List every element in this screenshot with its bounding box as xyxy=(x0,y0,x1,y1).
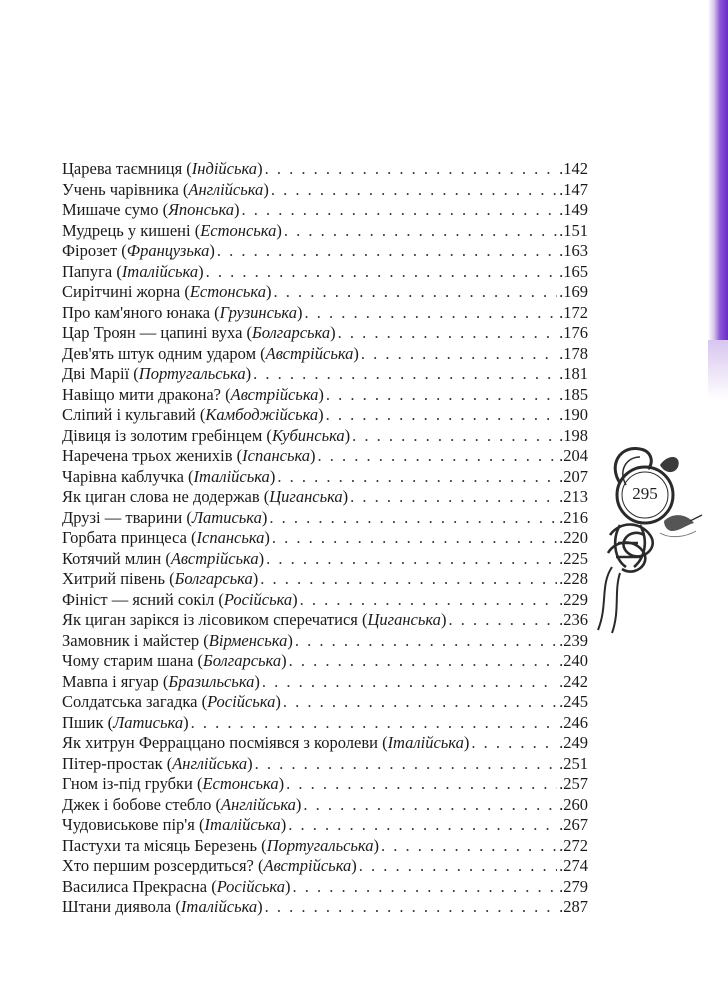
toc-entry-title xyxy=(62,795,301,816)
toc-entry-title-text: Горбата принцеса ( xyxy=(62,528,197,547)
toc-entry-title-text: Як циган зарікся із лісовиком сперечатися ( xyxy=(62,610,368,629)
toc-entry-origin: Італійська xyxy=(180,897,258,916)
toc-entry xyxy=(62,815,588,836)
toc-entry xyxy=(62,200,588,221)
toc-leader-dots xyxy=(269,508,557,529)
toc-entry-title xyxy=(62,200,240,221)
toc-entry-origin: Англійська xyxy=(188,179,264,199)
toc-entry-origin: Італійська xyxy=(193,466,270,486)
toc-entry-page-number: .225 xyxy=(559,548,588,568)
toc-entry-title xyxy=(62,159,263,180)
toc-entry-title xyxy=(62,569,258,590)
toc-entry xyxy=(62,282,588,303)
toc-leader-dots xyxy=(284,221,557,242)
toc-entry xyxy=(62,713,588,734)
toc-entry-page-number: .267 xyxy=(559,815,588,834)
toc-entry xyxy=(62,528,588,549)
toc-entry-origin: Індійська xyxy=(191,159,258,178)
toc-entry-page-number: .251 xyxy=(559,753,588,773)
page-number: 295 xyxy=(632,484,658,503)
toc-entry xyxy=(62,385,588,406)
page-edge-color-strip xyxy=(708,0,728,340)
toc-entry-close-paren: ) xyxy=(463,733,470,752)
toc-entry-page-number: .257 xyxy=(559,774,588,793)
toc-entry-page-number: .279 xyxy=(559,876,588,896)
toc-entry-origin: Португальська xyxy=(266,835,374,855)
toc-entry-title-text: Чудовиськове пір'я ( xyxy=(62,815,205,834)
toc-entry xyxy=(62,221,588,242)
toc-entry-title-text: Мавпа і ягуар ( xyxy=(62,671,169,691)
toc-entry-origin: Кубинська xyxy=(271,425,345,445)
toc-entry-title xyxy=(62,856,357,877)
toc-entry-origin: Іспанська xyxy=(196,528,265,547)
toc-entry-title-text: Котячий млин ( xyxy=(62,548,171,568)
toc-entry-origin: Італійська xyxy=(121,261,199,281)
toc-entry-page-number: .220 xyxy=(559,528,588,547)
toc-entry xyxy=(62,631,588,652)
toc-entry-close-paren: ) xyxy=(257,159,263,178)
toc-entry-title-text: Як циган слова не додержав ( xyxy=(62,487,270,506)
toc-entry-title xyxy=(62,385,324,406)
toc-entry xyxy=(62,487,588,508)
toc-entry xyxy=(62,733,588,754)
toc-entry-title-text: Фірозет ( xyxy=(62,241,127,260)
toc-entry-close-paren: ) xyxy=(265,282,272,301)
toc-entry xyxy=(62,856,588,877)
toc-entry-title xyxy=(62,754,253,775)
toc-entry-title xyxy=(62,631,293,652)
toc-entry-origin: Японська xyxy=(168,200,234,219)
toc-entry-origin: Італійська xyxy=(204,815,281,834)
toc-leader-dots xyxy=(361,344,557,365)
toc-entry-title xyxy=(62,651,287,672)
toc-leader-dots xyxy=(283,692,557,713)
toc-entry-title xyxy=(62,836,379,857)
toc-leader-dots xyxy=(260,569,557,590)
toc-entry-title xyxy=(62,303,302,324)
toc-entry-close-paren: ) xyxy=(278,774,285,793)
toc-entry-page-number: .240 xyxy=(559,651,588,670)
toc-entry-origin: Португальська xyxy=(138,364,246,383)
toc-entry-close-paren: ) xyxy=(281,651,287,670)
toc-entry-title-text: Мишаче сумо ( xyxy=(62,200,169,219)
toc-entry-title-text: Царева таємниця ( xyxy=(62,159,192,178)
toc-entry-page-number: .147 xyxy=(559,179,588,199)
toc-entry-title xyxy=(62,262,204,283)
toc-leader-dots xyxy=(304,303,557,324)
toc-leader-dots xyxy=(448,610,557,631)
toc-entry-close-paren: ) xyxy=(318,405,324,424)
toc-leader-dots xyxy=(326,405,557,426)
toc-entry-title-text: Сирітчині жорна ( xyxy=(62,282,190,301)
toc-entry-page-number: .242 xyxy=(559,671,588,691)
toc-entry-title-text: Фініст — ясний сокіл ( xyxy=(62,589,224,609)
toc-entry-close-paren: ) xyxy=(287,630,293,650)
toc-entry-title xyxy=(62,610,446,631)
toc-entry-origin: Латиська xyxy=(191,507,262,527)
toc-entry xyxy=(62,897,588,918)
toc-entry-title xyxy=(62,508,267,529)
toc-entry xyxy=(62,508,588,529)
toc-entry xyxy=(62,262,588,283)
toc-leader-dots xyxy=(300,590,557,611)
toc-entry-title-text: Мудрець у кишені ( xyxy=(62,220,201,240)
toc-entry-title xyxy=(62,774,284,795)
toc-entry-origin: Російська xyxy=(216,876,285,896)
toc-leader-dots xyxy=(286,774,557,795)
toc-entry-page-number: .185 xyxy=(559,384,588,404)
toc-entry-origin: Циганська xyxy=(367,610,441,629)
toc-entry-page-number: .239 xyxy=(559,630,588,650)
toc-entry-title-text: Дев'ять штук одним ударом ( xyxy=(62,343,266,363)
toc-leader-dots xyxy=(262,672,557,693)
toc-entry-origin: Естонська xyxy=(189,282,266,301)
toc-entry-page-number: .176 xyxy=(559,323,588,342)
toc-entry-title-text: Штани диявола ( xyxy=(62,897,181,916)
toc-entry-title-text: Хитрий півень ( xyxy=(62,569,175,588)
toc-leader-dots xyxy=(272,528,557,549)
toc-entry-title-text: Цар Троян — цапині вуха ( xyxy=(62,323,253,342)
toc-leader-dots xyxy=(273,282,557,303)
toc-entry-page-number: .204 xyxy=(559,446,588,465)
toc-entry xyxy=(62,446,588,467)
toc-entry-origin: Болгарська xyxy=(252,323,331,342)
toc-entry-title xyxy=(62,241,215,262)
toc-entry-origin: Австрійська xyxy=(170,548,259,568)
toc-entry-page-number: .190 xyxy=(559,405,588,424)
toc-entry-title-text: Дві Марії ( xyxy=(62,364,139,383)
toc-leader-dots xyxy=(338,323,558,344)
toc-entry-title xyxy=(62,487,348,508)
toc-entry-title-text: Як хитрун Ферраццано посміявся з королеви ( xyxy=(62,733,388,752)
toc-entry-title-text: Солдатська загадка ( xyxy=(62,692,208,711)
toc-entry-origin: Італійська xyxy=(387,733,464,752)
toc-entry-close-paren: ) xyxy=(257,897,263,916)
toc-entry-page-number: .181 xyxy=(559,364,588,383)
toc-entry-close-paren: ) xyxy=(284,876,291,896)
toc-leader-dots xyxy=(277,467,557,488)
toc-entry-title xyxy=(62,672,260,693)
toc-entry xyxy=(62,159,588,180)
toc-entry-page-number: .245 xyxy=(559,692,588,711)
toc-entry-title xyxy=(62,405,324,426)
toc-entry-title-text: Чому старим шана ( xyxy=(62,651,203,670)
toc-entry-close-paren: ) xyxy=(276,220,282,240)
toc-entry-close-paren: ) xyxy=(264,528,270,547)
toc-entry-page-number: .216 xyxy=(559,507,588,527)
toc-entry-close-paren: ) xyxy=(263,179,269,199)
toc-entry-close-paren: ) xyxy=(295,794,302,814)
toc-entry-page-number: .207 xyxy=(559,466,588,486)
toc-leader-dots xyxy=(255,754,558,775)
toc-entry-title xyxy=(62,282,271,303)
toc-entry-close-paren: ) xyxy=(254,671,260,691)
toc-entry-page-number: .274 xyxy=(559,856,588,875)
toc-leader-dots xyxy=(289,651,558,672)
toc-leader-dots xyxy=(303,795,557,816)
toc-entry-page-number: .151 xyxy=(559,220,588,240)
toc-entry-title-text: Хто першим розсердиться? ( xyxy=(62,856,264,875)
toc-entry xyxy=(62,180,588,201)
toc-entry-origin: Болгарська xyxy=(174,569,253,588)
toc-entry-close-paren: ) xyxy=(269,466,276,486)
toc-entry-close-paren: ) xyxy=(330,323,336,342)
toc-entry-close-paren: ) xyxy=(351,856,357,875)
toc-entry-title-text: Дівиця із золотим гребінцем ( xyxy=(62,425,272,445)
toc-entry-title-text: Чарівна каблучка ( xyxy=(62,466,194,486)
toc-entry xyxy=(62,877,588,898)
toc-entry-title xyxy=(62,733,469,754)
toc-entry-close-paren: ) xyxy=(353,343,359,363)
toc-entry xyxy=(62,364,588,385)
toc-entry-origin: Австрійська xyxy=(265,343,354,363)
toc-entry-close-paren: ) xyxy=(275,692,281,711)
toc-entry-title xyxy=(62,549,264,570)
toc-entry-page-number: .213 xyxy=(559,487,588,506)
toc-entry-title-text: Пітер-простак ( xyxy=(62,753,173,773)
toc-entry-close-paren: ) xyxy=(296,302,303,322)
toc-entry-page-number: .246 xyxy=(559,712,588,732)
toc-entry-title xyxy=(62,467,275,488)
toc-entry-page-number: .236 xyxy=(559,610,588,629)
toc-entry-title-text: Василиса Прекрасна ( xyxy=(62,876,217,896)
toc-entry-title xyxy=(62,344,359,365)
toc-entry-close-paren: ) xyxy=(261,507,268,527)
toc-entry-title xyxy=(62,590,298,611)
toc-entry-page-number: .163 xyxy=(559,241,588,260)
toc-entry xyxy=(62,549,588,570)
toc-entry-title-text: Сліпий і кульгавий ( xyxy=(62,405,206,424)
toc-entry xyxy=(62,692,588,713)
toc-leader-dots xyxy=(352,426,557,447)
toc-entry xyxy=(62,795,588,816)
toc-entry-close-paren: ) xyxy=(183,712,189,732)
toc-leader-dots xyxy=(206,262,558,283)
toc-entry-page-number: .198 xyxy=(559,425,588,445)
toc-entry-title xyxy=(62,221,282,242)
toc-entry-title-text: Друзі — тварини ( xyxy=(62,507,192,527)
toc-entry-title-text: Учень чарівника ( xyxy=(62,179,189,199)
toc-entry-origin: Іспанська xyxy=(242,446,311,465)
toc-entry-title xyxy=(62,897,263,918)
toc-entry-page-number: .249 xyxy=(559,733,588,752)
toc-entry xyxy=(62,467,588,488)
toc-entry-page-number: .172 xyxy=(559,302,588,322)
toc-entry xyxy=(62,241,588,262)
toc-entry-close-paren: ) xyxy=(234,200,240,219)
toc-entry-title xyxy=(62,528,270,549)
toc-entry-origin: Естонська xyxy=(200,220,277,240)
toc-entry-close-paren: ) xyxy=(245,364,252,383)
toc-entry-page-number: .165 xyxy=(559,261,588,281)
toc-entry-close-paren: ) xyxy=(247,753,253,773)
toc-entry xyxy=(62,754,588,775)
table-of-contents xyxy=(62,159,588,918)
toc-entry-title xyxy=(62,364,251,385)
toc-entry-origin: Австрійська xyxy=(263,856,352,875)
toc-entry-close-paren: ) xyxy=(373,835,379,855)
toc-entry-page-number: .272 xyxy=(559,835,588,855)
toc-entry-origin: Камбоджійська xyxy=(205,405,319,424)
toc-entry-title-text: Навіщо мити дракона? ( xyxy=(62,384,231,404)
toc-entry-origin: Бразильська xyxy=(168,671,255,691)
toc-entry-title-text: Джек і бобове стебло ( xyxy=(62,794,221,814)
toc-entry-page-number: .142 xyxy=(559,159,588,178)
toc-entry-title xyxy=(62,713,189,734)
toc-entry xyxy=(62,774,588,795)
toc-entry-origin: Російська xyxy=(223,589,293,609)
toc-leader-dots xyxy=(242,200,558,221)
toc-entry-page-number: .228 xyxy=(559,569,588,588)
toc-entry xyxy=(62,569,588,590)
toc-entry-origin: Англійська xyxy=(172,753,248,773)
toc-entry-origin: Англійська xyxy=(221,794,296,814)
toc-entry-close-paren: ) xyxy=(440,610,447,629)
toc-leader-dots xyxy=(191,713,558,734)
toc-entry-page-number: .287 xyxy=(559,897,588,916)
toc-entry-title-text: Про кам'яного юнака ( xyxy=(62,302,220,322)
toc-entry-close-paren: ) xyxy=(209,241,215,260)
toc-entry-title-text: Наречена трьох женихів ( xyxy=(62,446,243,465)
toc-leader-dots xyxy=(295,631,557,652)
toc-leader-dots xyxy=(326,385,557,406)
toc-leader-dots xyxy=(292,877,557,898)
toc-entry-close-paren: ) xyxy=(280,815,287,834)
toc-entry xyxy=(62,610,588,631)
toc-entry-origin: Французька xyxy=(126,241,210,260)
toc-entry xyxy=(62,651,588,672)
toc-leader-dots xyxy=(318,446,558,467)
toc-entry-close-paren: ) xyxy=(292,589,298,609)
toc-entry-title xyxy=(62,692,281,713)
toc-entry xyxy=(62,590,588,611)
toc-entry-origin: Циганська xyxy=(269,487,343,506)
toc-entry-title-text: Папуга ( xyxy=(62,261,122,281)
toc-entry-title xyxy=(62,446,316,467)
toc-entry-page-number: .178 xyxy=(559,343,588,363)
toc-entry xyxy=(62,426,588,447)
toc-entry-origin: Латиська xyxy=(113,712,184,732)
toc-entry-origin: Грузинська xyxy=(219,302,297,322)
toc-entry-title-text: Пшик ( xyxy=(62,712,114,732)
toc-entry-page-number: .229 xyxy=(559,589,588,609)
toc-leader-dots xyxy=(271,180,557,201)
toc-leader-dots xyxy=(350,487,557,508)
toc-entry-title-text: Замовник і майстер ( xyxy=(62,630,209,650)
toc-entry-origin: Російська xyxy=(207,692,276,711)
toc-leader-dots xyxy=(265,897,557,918)
toc-entry-title xyxy=(62,426,350,447)
celtic-knot-ornament-icon xyxy=(590,435,718,635)
toc-entry-close-paren: ) xyxy=(310,446,316,465)
toc-entry-title xyxy=(62,815,286,836)
toc-entry-page-number: .169 xyxy=(559,282,588,301)
toc-leader-dots xyxy=(217,241,557,262)
toc-leader-dots xyxy=(288,815,557,836)
toc-leader-dots xyxy=(253,364,557,385)
toc-entry-close-paren: ) xyxy=(344,425,351,445)
toc-entry-close-paren: ) xyxy=(252,569,259,588)
toc-entry-close-paren: ) xyxy=(198,261,204,281)
toc-entry-close-paren: ) xyxy=(258,548,265,568)
toc-entry-title xyxy=(62,180,269,201)
toc-entry xyxy=(62,323,588,344)
toc-entry-title xyxy=(62,323,336,344)
toc-entry xyxy=(62,344,588,365)
toc-entry xyxy=(62,405,588,426)
toc-entry xyxy=(62,303,588,324)
toc-entry-origin: Болгарська xyxy=(202,651,282,670)
toc-entry-origin: Вірменська xyxy=(208,630,288,650)
toc-leader-dots xyxy=(381,836,557,857)
toc-entry-page-number: .149 xyxy=(559,200,588,219)
toc-leader-dots xyxy=(266,549,557,570)
toc-entry-title-text: Гном із-під грубки ( xyxy=(62,774,203,793)
toc-entry xyxy=(62,836,588,857)
toc-entry-close-paren: ) xyxy=(318,384,324,404)
toc-leader-dots xyxy=(359,856,557,877)
toc-entry-title xyxy=(62,877,290,898)
toc-entry-origin: Австрійська xyxy=(230,384,319,404)
toc-entry-origin: Естонська xyxy=(202,774,279,793)
toc-entry-page-number: .260 xyxy=(559,794,588,814)
toc-entry-close-paren: ) xyxy=(342,487,349,506)
toc-leader-dots xyxy=(471,733,557,754)
toc-entry-title-text: Пастухи та місяць Березень ( xyxy=(62,835,267,855)
toc-entry xyxy=(62,672,588,693)
toc-leader-dots xyxy=(265,159,558,180)
